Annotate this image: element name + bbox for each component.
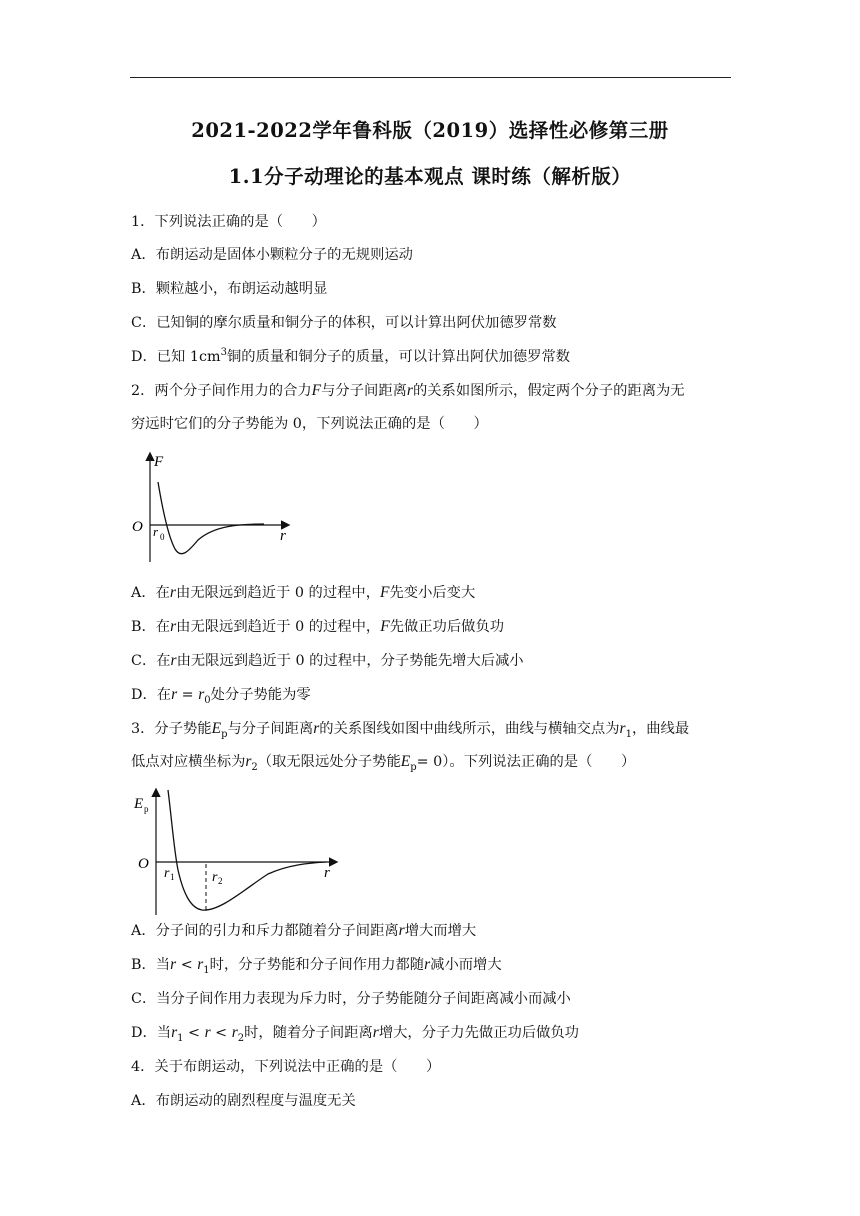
q1-option-d: D．已知 $1cm^3$铜的质量和铜分子的质量，可以计算出阿伏加德罗常数: [131, 347, 571, 365]
origin-label: O: [138, 856, 149, 872]
potential-curve: [168, 790, 326, 910]
r2-subscript: 2: [218, 876, 223, 886]
title-line-1: 2021-2022学年鲁科版（2019）选择性必修第三册: [191, 119, 669, 142]
q2-stem-line-1: 2．两个分子间作用力的合力F与分子间距离r的关系如图所示，假定两个分子的距离为无: [131, 382, 685, 399]
q3-option-d: D．当$r_1 < r < r_2$时，随着分子间距离r增大，分子力先做正功后做负功: [131, 1024, 579, 1044]
r1-label: r: [164, 866, 170, 881]
origin-label: O: [132, 519, 143, 535]
force-curve: [158, 482, 264, 554]
r0-subscript: 0: [160, 532, 165, 542]
q3-option-c: C．当分子间作用力表现为斥力时，分子势能随分子间距离减小而减小: [131, 991, 571, 1007]
q3-stem-line-1: 3．分子势能$E_p$与分子间距离r的关系图线如图中曲线所示，曲线与横轴交点为$r_1$，曲线最: [131, 720, 690, 740]
q2-option-b: B．在r由无限远到趋近于 0 的过程中，F先做正功后做负功: [131, 618, 505, 635]
q4-option-a: A．布朗运动的剧烈程度与温度无关: [131, 1093, 356, 1109]
q3-stem-line-2: 低点对应横坐标为$r_2$（取无限远处分子势能$E_p= 0$）。下列说法正确的是（ ）: [131, 753, 636, 773]
potential-energy-graph: [128, 784, 342, 918]
y-axis-label: F: [154, 454, 164, 470]
y-axis-label: E: [134, 796, 144, 812]
r1-subscript: 1: [170, 872, 175, 882]
r2-label: r: [212, 870, 218, 885]
q1-stem: 1．下列说法正确的是（ ）: [131, 214, 326, 230]
x-axis-label: r: [280, 528, 286, 544]
q3-option-a: A．分子间的引力和斥力都随着分子间距离r增大而增大: [131, 922, 477, 939]
force-distance-graph: [128, 448, 298, 566]
title-line-2: 1.1分子动理论的基本观点 课时练（解析版）: [228, 165, 632, 188]
q1-option-c: C．已知铜的摩尔质量和铜分子的体积，可以计算出阿伏加德罗常数: [131, 315, 557, 331]
q1-option-b: B．颗粒越小，布朗运动越明显: [131, 281, 328, 297]
q2-stem-line-2: 穷远时它们的分子势能为 0，下列说法正确的是（ ）: [131, 416, 488, 432]
q1-option-a: A．布朗运动是固体小颗粒分子的无规则运动: [131, 247, 413, 263]
header-rule: [130, 77, 731, 78]
r0-label: r: [153, 524, 159, 539]
q3-option-b: B．当$r < r_1$时，分子势能和分子间作用力都随r减小而增大: [131, 956, 502, 976]
q4-stem: 4．关于布朗运动，下列说法中正确的是（ ）: [131, 1059, 441, 1075]
q2-option-d: D．在$r = r_0$处分子势能为零: [131, 686, 311, 706]
q2-option-c: C．在r由无限远到趋近于 0 的过程中，分子势能先增大后减小: [131, 652, 524, 669]
q2-option-a: A．在r由无限远到趋近于 0 的过程中，F先变小后变大: [131, 584, 476, 601]
y-axis-subscript: p: [144, 804, 149, 814]
x-axis-label: r: [324, 865, 330, 881]
